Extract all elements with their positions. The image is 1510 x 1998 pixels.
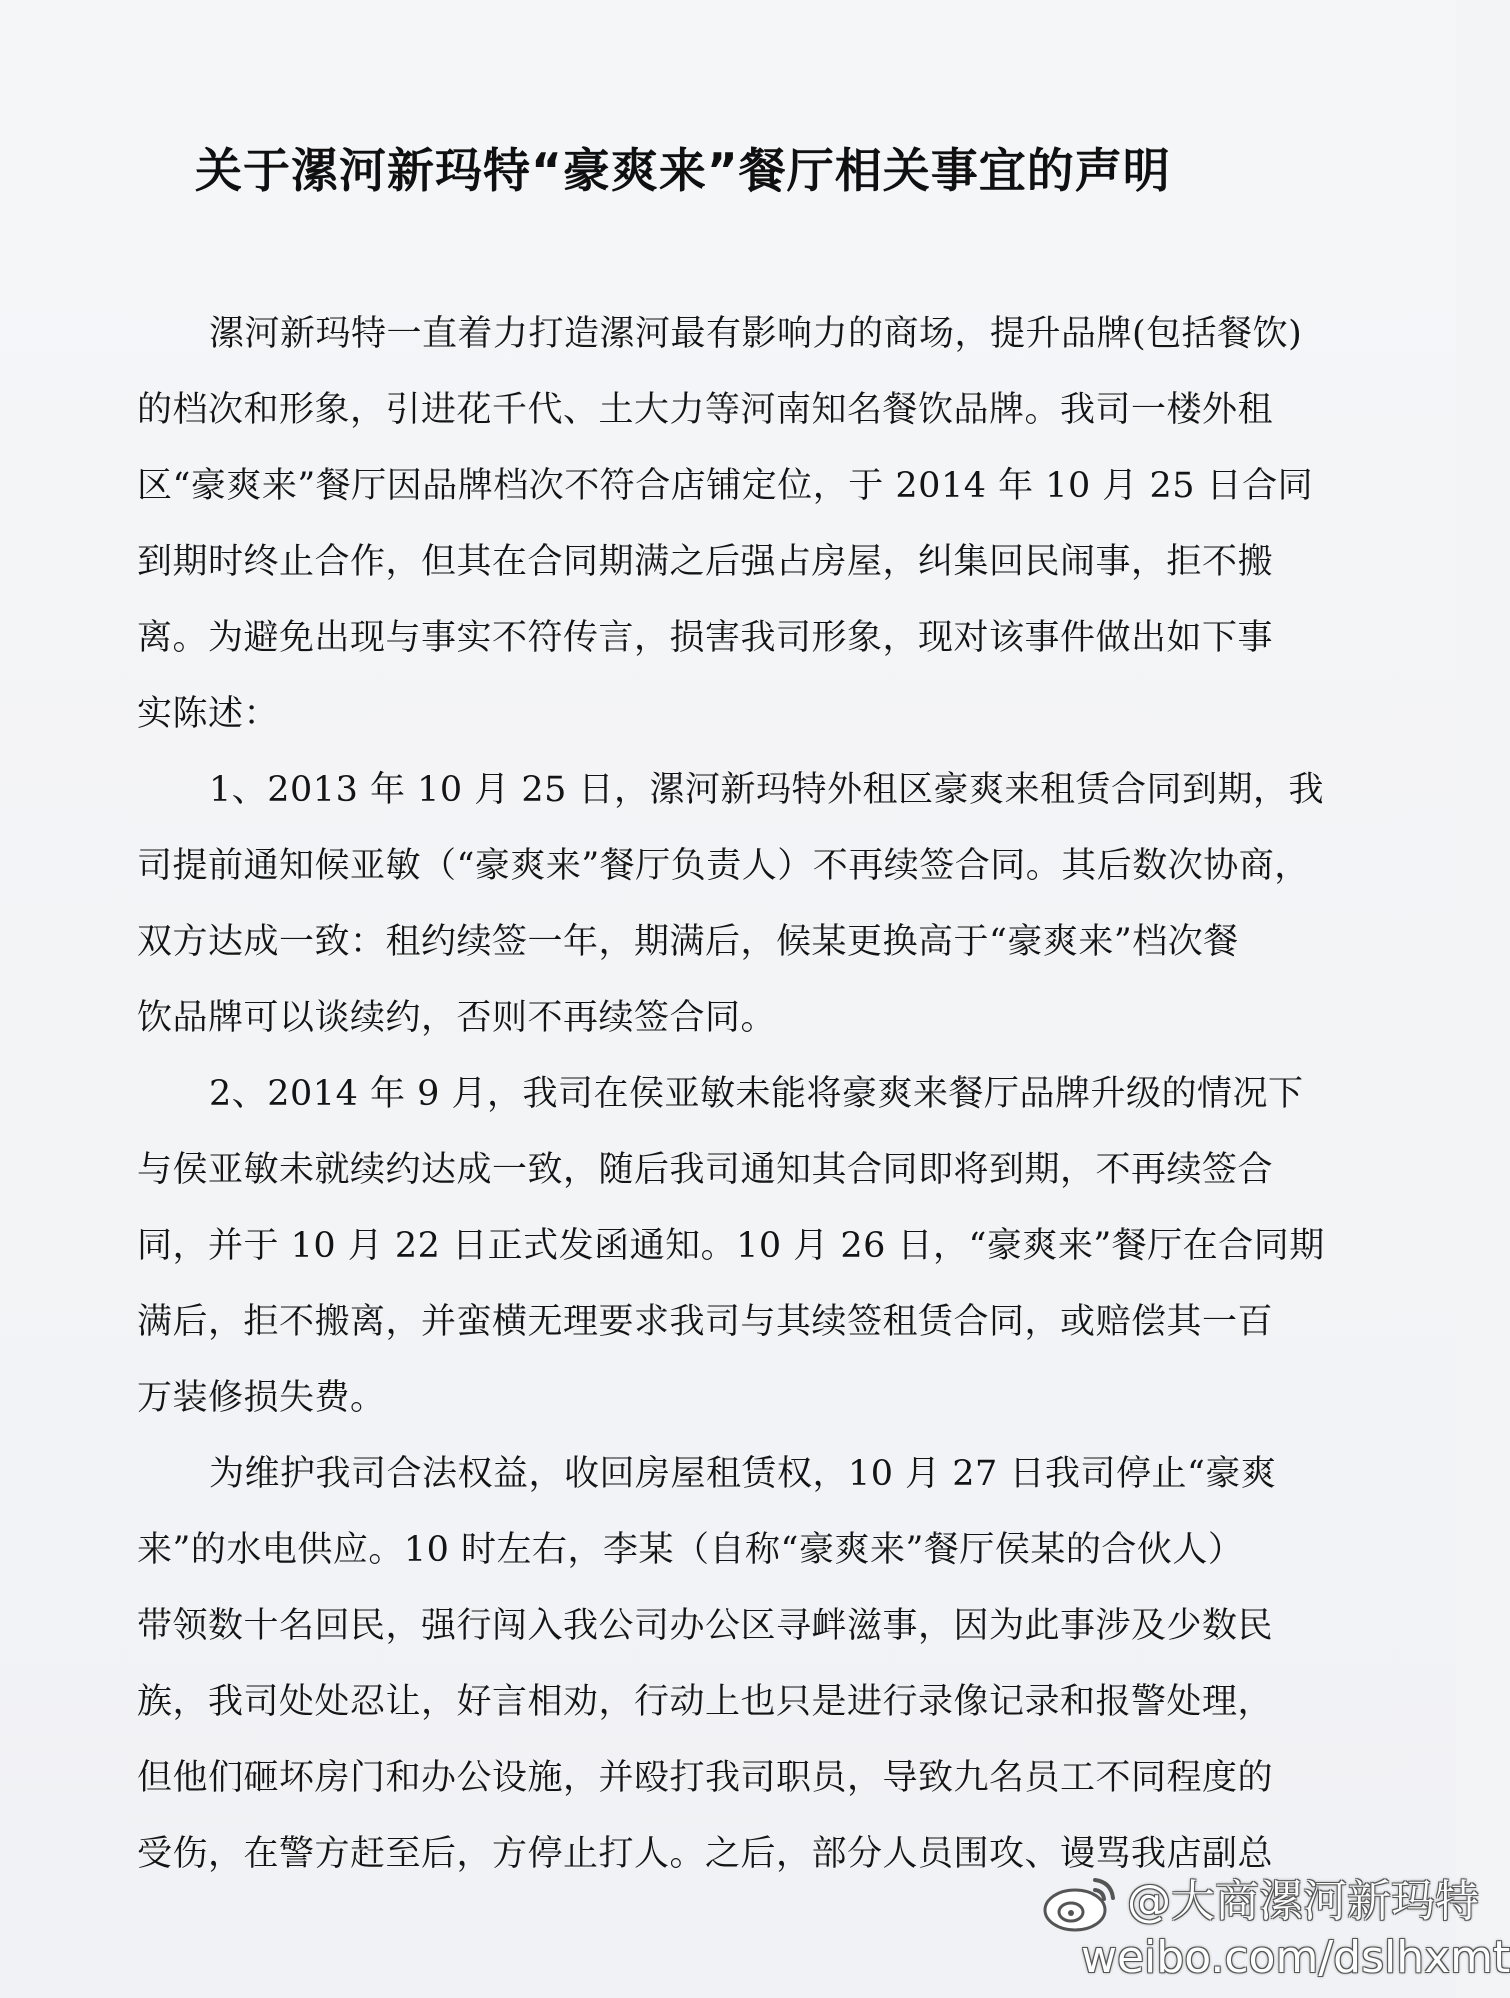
document-title: 关于漯河新玛特“豪爽来”餐厅相关事宜的声明 <box>195 144 1171 199</box>
body-line: 饮品牌可以谈续约，否则不再续签合同。 <box>137 998 777 1038</box>
body-line: 与侯亚敏未就续约达成一致，随后我司通知其合同即将到期，不再续签合 <box>137 1150 1274 1190</box>
body-line: 实陈述： <box>137 694 280 734</box>
body-line: 1、2013 年 10 月 25 日，漯河新玛特外租区豪爽来租赁合同到期，我 <box>209 770 1325 810</box>
body-line: 但他们砸坏房门和办公设施，并殴打我司职员，导致九名员工不同程度的 <box>137 1758 1274 1798</box>
watermark-url: weibo.com/dslhxmt <box>1081 1932 1510 1983</box>
body-line: 来”的水电供应。10 时左右，李某（自称“豪爽来”餐厅侯某的合伙人） <box>137 1530 1244 1570</box>
watermark-handle: @大商漯河新玛特 <box>1127 1876 1479 1927</box>
body-line: 族，我司处处忍让，好言相劝，行动上也只是进行录像记录和报警处理， <box>137 1682 1274 1722</box>
body-line: 满后，拒不搬离，并蛮横无理要求我司与其续签租赁合同，或赔偿其一百 <box>137 1302 1274 1342</box>
body-line: 为维护我司合法权益，收回房屋租赁权，10 月 27 日我司停止“豪爽 <box>209 1454 1277 1494</box>
body-line: 2、2014 年 9 月，我司在侯亚敏未能将豪爽来餐厅品牌升级的情况下 <box>209 1074 1304 1114</box>
weibo-logo-icon <box>1035 1870 1125 1934</box>
body-line: 万装修损失费。 <box>137 1378 386 1418</box>
body-line: 离。为避免出现与事实不符传言，损害我司形象，现对该事件做出如下事 <box>137 618 1274 658</box>
body-line: 同，并于 10 月 22 日正式发函通知。10 月 26 日，“豪爽来”餐厅在合同期 <box>137 1226 1325 1266</box>
body-line: 漯河新玛特一直着力打造漯河最有影响力的商场，提升品牌(包括餐饮) <box>209 314 1303 354</box>
body-line: 受伤，在警方赶至后，方停止打人。之后，部分人员围攻、谩骂我店副总 <box>137 1834 1274 1874</box>
body-line: 司提前通知候亚敏（“豪爽来”餐厅负责人）不再续签合同。其后数次协商， <box>137 846 1310 886</box>
body-line: 带领数十名回民，强行闯入我公司办公区寻衅滋事，因为此事涉及少数民 <box>137 1606 1274 1646</box>
body-line: 区“豪爽来”餐厅因品牌档次不符合店铺定位，于 2014 年 10 月 25 日合同 <box>137 466 1314 506</box>
body-line: 的档次和形象，引进花千代、土大力等河南知名餐饮品牌。我司一楼外租 <box>137 390 1274 430</box>
body-line: 双方达成一致：租约续签一年，期满后，候某更换高于“豪爽来”档次餐 <box>137 922 1239 962</box>
document-body <box>137 296 1333 1892</box>
body-line: 到期时终止合作，但其在合同期满之后强占房屋，纠集回民闹事，拒不搬 <box>137 542 1274 582</box>
weibo-watermark <box>1035 1866 1510 1996</box>
